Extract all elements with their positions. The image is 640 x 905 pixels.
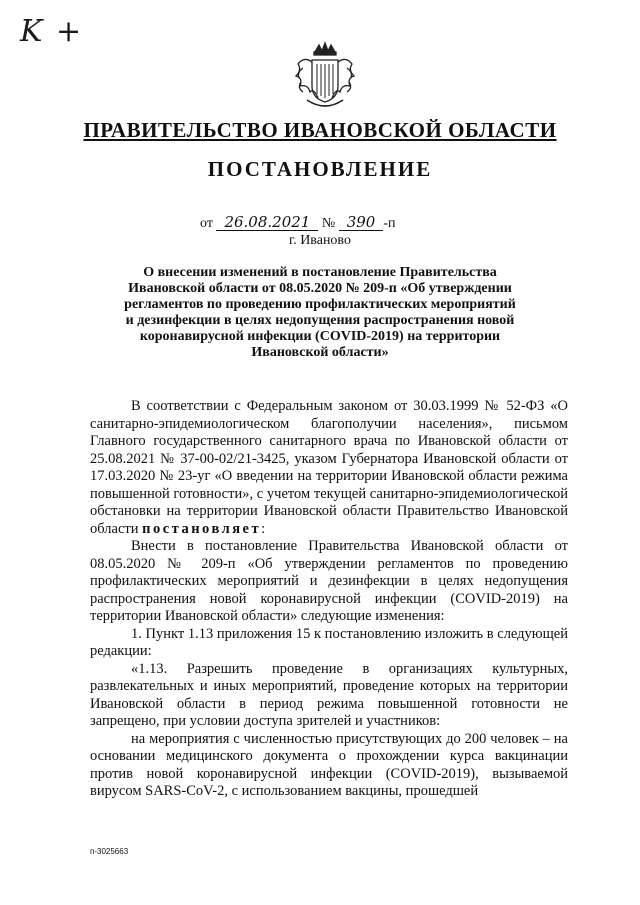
decree-word: постановляет bbox=[142, 520, 262, 537]
amendment-intro-paragraph: Внести в постановление Правительства Ивановской области от 08.05.2020 № 209-п «Об утверждении регламентов по проведению профилактических мероприятий и дезинфекции в целях недопущения распространения новой коронавирусной инфекции (COVID-2019) на территории Ивановской области» следующие изменения: bbox=[90, 538, 568, 624]
date-label: от bbox=[200, 216, 213, 231]
number-label: № bbox=[321, 216, 336, 231]
resolution-number: 390 bbox=[339, 214, 384, 231]
resolution-reference bbox=[200, 214, 395, 232]
event-200-paragraph: на мероприятия с численностью присутствующих до 200 человек – на основании медицинского документа о прохождении курса вакцинации против новой коронавирусной инфекции (COVID-2019), вызываемой вирусом SARS-CoV-2, с использованием вакцины, прошедшей bbox=[90, 730, 568, 799]
subject-line: коронавирусной инфекции (COVID-2019) на территории bbox=[139, 329, 501, 344]
coat-of-arms-emblem bbox=[285, 38, 365, 118]
city-name: г. Иваново bbox=[289, 233, 351, 248]
preamble-text: В соответствии с Федеральным законом от 30.03.1999 № 52-ФЗ «О санитарно-эпидемиологическом благополучии населения», письмом Главного государственного санитарного врача по Ивановской области от 25.08.2021 № 37-00-02/21-3425, указом Губернатора Ивановской области от 17.03.2020 № 23-уг «О введении на территории Ивановской области режима повышенной готовности», с учетом текущей санитарно-эпидемиологической обстановки на территории Ивановской области Правительство Ивановской области bbox=[90, 398, 568, 537]
subject-line: Ивановской области от 08.05.2020 № 209-п «Об утверждении bbox=[128, 281, 512, 296]
document-id: п-3025663 bbox=[90, 847, 129, 856]
government-title: ПРАВИТЕЛЬСТВО ИВАНОВСКОЙ ОБЛАСТИ bbox=[83, 118, 557, 142]
subject-line: Ивановской области» bbox=[251, 345, 389, 360]
handwritten-note: K + bbox=[20, 14, 84, 49]
subject-line: регламентов по проведению профилактических мероприятий bbox=[124, 297, 516, 312]
preamble-paragraph bbox=[90, 398, 568, 538]
clause-1-paragraph: 1. Пункт 1.13 приложения 15 к постановлению изложить в следующей редакции: bbox=[90, 625, 568, 659]
clause-1-13-paragraph: «1.13. Разрешить проведение в организациях культурных, развлекательных и иных мероприятий, проведение которых на территории Ивановской области в период режима повышенной готовности не запрещено, при условии доступа зрителей и участников: bbox=[90, 660, 568, 729]
subject-line: и дезинфекции в целях недопущения распространения новой bbox=[125, 313, 515, 328]
resolution-date: 26.08.2021 bbox=[216, 214, 318, 231]
subject-line: О внесении изменений в постановление Правительства bbox=[143, 265, 497, 280]
document-type-heading: ПОСТАНОВЛЕНИЕ bbox=[207, 157, 433, 181]
resolution-subject bbox=[105, 265, 535, 361]
decree-colon: : bbox=[261, 520, 266, 537]
number-suffix: -п bbox=[383, 216, 396, 231]
resolution-body bbox=[90, 398, 568, 801]
